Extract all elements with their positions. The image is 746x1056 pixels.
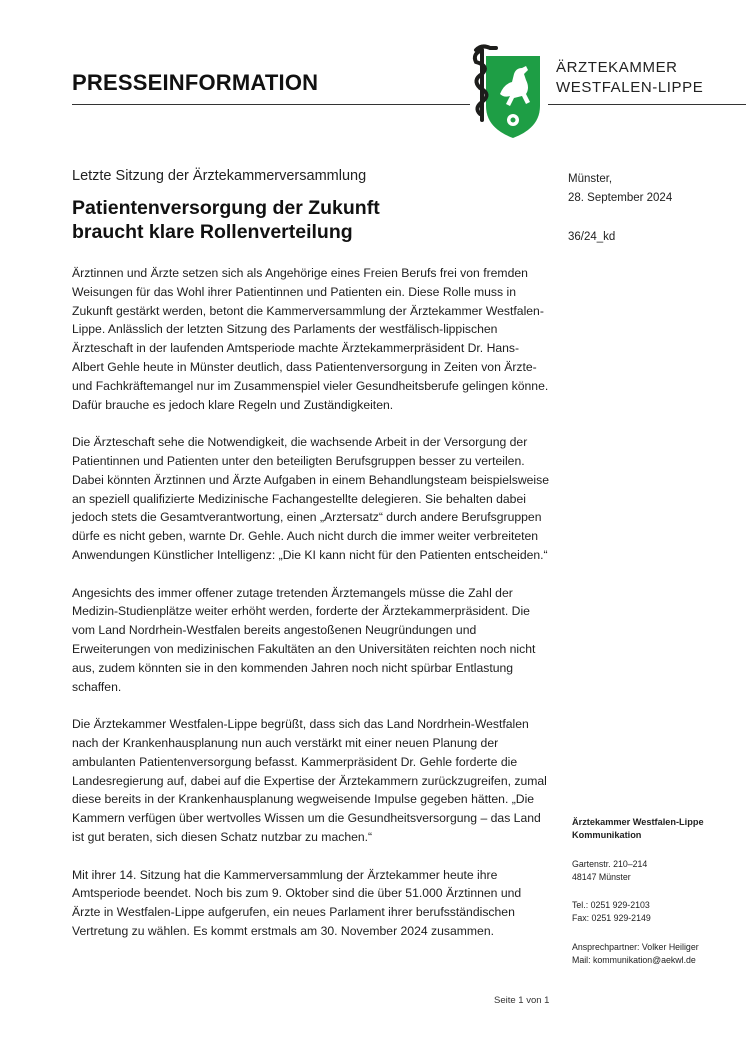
- contact-org-line1: Ärztekammer Westfalen-Lippe: [572, 817, 704, 827]
- contact-org-line2: Kommunikation: [572, 830, 642, 840]
- contact-person: Ansprechpartner: Volker Heiliger: [572, 942, 699, 952]
- page-number: Seite 1 von 1: [494, 995, 550, 1006]
- header-divider-right: [548, 104, 746, 105]
- page-title: PRESSEINFORMATION: [72, 70, 319, 95]
- meta-reference: 36/24_kd: [568, 231, 616, 243]
- body-paragraph: Die Ärztekammer Westfalen-Lippe begrüßt, dass sich das Land Nordrhein-Westfalen nach der Krankenhausplanung nun auch verstärkt mit einer neuen Planung der ambulanten Patientenversorgung befasst. Kammerpräsident Dr. Gehle forderte die Landesregierung auf, dabei auf die Expertise der Ärztekammern zurückzugreifen, zumal diese bereits in der Krankenhausplanung wegweisende Impulse gegeben hätten. „Die Kammern verfügen über wertvolles Wissen um die Gesundheitsversorgung – das Land ist gut beraten, sich diesen Schatz nutzbar zu machen.“: [72, 717, 547, 844]
- header-divider-left: [72, 104, 470, 105]
- chamber-logo-icon: [470, 44, 544, 140]
- contact-phone-block: [572, 899, 742, 925]
- contact-fax: Fax: 0251 929-2149: [572, 913, 651, 923]
- contact-phone: Tel.: 0251 929-2103: [572, 900, 650, 910]
- body-paragraph: Angesichts des immer offener zutage tretenden Ärztemangels müsse die Zahl der Medizin-Studienplätze weiter erhöht werden, forderte der Ärztekammerpräsident. Die vom Land Nordrhein-Westfalen bereits angestoßenen Neugründungen und Erweiterungen von medizinischen Fakultäten an den Universitäten reichten noch nicht aus, zudem könnten sie in den kommenden Jahren noch nicht spürbar Entlastung schaffen.: [72, 585, 536, 694]
- headline-line1: Patientenversorgung der Zukunft: [72, 197, 380, 219]
- contact-person-block: [572, 941, 742, 967]
- contact-city: 48147 Münster: [572, 872, 631, 882]
- body-paragraph: Ärztinnen und Ärzte setzen sich als Angehörige eines Freien Berufs frei von fremden Weisungen für das Wohl ihrer Patientinnen und Patienten ein. Diese Rolle muss in Zukunft gestärkt werden, betont die Kammerversammlung der Ärztekammer Westfalen-Lippe. Anlässlich der letzten Sitzung des Parlaments der westfälisch-lippischen Ärzteschaft in der laufenden Amtsperiode machte Ärztekammerpräsident Dr. Hans-Albert Gehle heute in Münster deutlich, dass Patientenversorgung in Zeiten von Ärzte- und Fachkräftemangel nur im Zusammenspiel vieler Gesundheitsberufe gelingen könne. Dafür brauche es jedoch klare Regeln und Zuständigkeiten.: [72, 266, 549, 412]
- contact-mail[interactable]: Mail: kommunikation@aekwl.de: [572, 955, 696, 965]
- meta-place: Münster,: [568, 173, 613, 185]
- body-paragraph: Die Ärzteschaft sehe die Notwendigkeit, die wachsende Arbeit in der Versorgung der Patientinnen und Patienten unter den beteiligten Berufsgruppen besser zu verteilen. Dabei könnten Ärztinnen und Ärzte Aufgaben in einem Behandlungsteam beispielsweise an speziell qualifizierte Medizinische Fachangestellte delegieren. Sie behalten dabei jedoch stets die Gesamtverantwortung, einen „Arztersatz“ durch andere Berufsgruppen dürfe es nicht geben, warnte Dr. Gehle. Auch nicht durch die immer weiter verbreiteten Anwendungen Künstlicher Intelligenz: „Die KI kann nicht für den Patienten entscheiden.“: [72, 435, 549, 562]
- contact-street: Gartenstr. 210–214: [572, 859, 648, 869]
- article-headline: [72, 196, 452, 244]
- body-paragraph: Mit ihrer 14. Sitzung hat die Kammerversammlung der Ärztekammer heute ihre Amtsperiode beendet. Noch bis zum 9. Oktober sind die über 51.000 Ärztinnen und Ärzte in Westfalen-Lippe aufgerufen, ein neues Parlament ihrer berufsständischen Vertretung zu wählen. Es kommt erstmals am 30. November 2024 zusammen.: [72, 867, 522, 938]
- contact-address: [572, 858, 742, 884]
- article-body: [72, 264, 550, 959]
- headline-line2: braucht klare Rollenverteilung: [72, 221, 353, 243]
- organization-name: [556, 58, 703, 98]
- org-name-line2: WESTFALEN-LIPPE: [556, 79, 704, 96]
- contact-organization: [572, 816, 742, 842]
- article-kicker: Letzte Sitzung der Ärztekammerversammlung: [72, 168, 367, 184]
- org-name-line1: ÄRZTEKAMMER: [556, 59, 678, 76]
- meta-date: 28. September 2024: [568, 192, 673, 204]
